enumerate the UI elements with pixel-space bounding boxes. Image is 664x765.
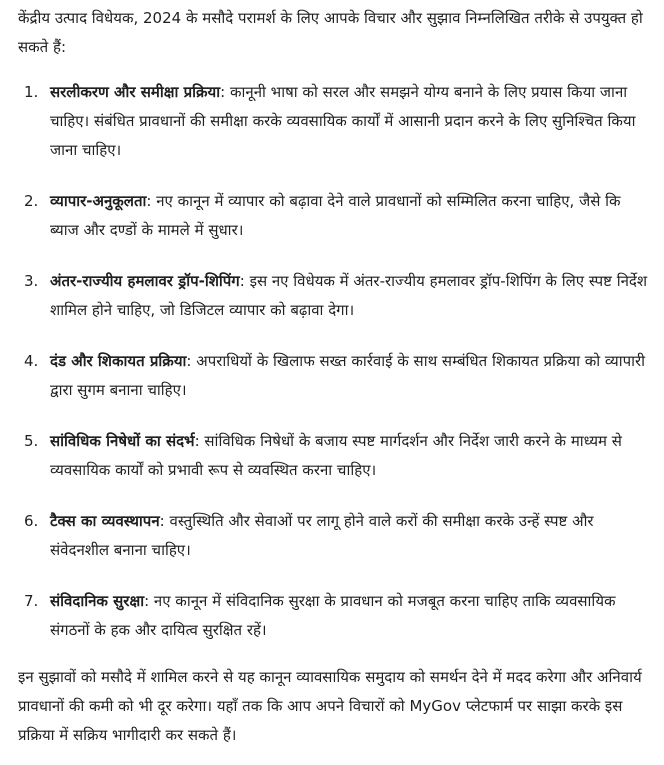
list-item-text: : सांविधिक निषेधों के बजाय स्पष्ट मार्गदर्शन और निर्देश जारी करने के माध्यम से व्यवसायिक कार्यों को प्रभावी रूप से व्यवस्थित करना चाहिए। xyxy=(50,432,622,479)
list-item xyxy=(18,427,654,485)
list-item-term: अंतर-राज्यीय हमलावर ड्रॉप-शिपिंग xyxy=(50,272,240,290)
list-item-term: सरलीकरण और समीक्षा प्रक्रिया xyxy=(50,83,221,101)
intro-paragraph: केंद्रीय उत्पाद विधेयक, 2024 के मसौदे परामर्श के लिए आपके विचार और सुझाव निम्नलिखित तरीके से उपयुक्त हो सकते हैं: xyxy=(18,9,643,56)
list-item xyxy=(18,507,654,565)
conclusion-paragraph: इन सुझावों को मसौदे में शामिल करने से यह कानून व्यावसायिक समुदाय को समर्थन देने में मदद करेगा और अनिवार्य प्रावधानों की कमी को भी दूर करेगा। यहाँ तक कि आप अपने विचारों को MyGov प्लेटफार्म पर साझा करके इस प्रक्रिया में सक्रिय भागीदारी कर सकते हैं। xyxy=(18,668,642,744)
list-item-text: : कानूनी भाषा को सरल और समझने योग्य बनाने के लिए प्रयास किया जाना चाहिए। संबंधित प्रावधानों की समीक्षा करके व्यवसायिक कार्यों में आसानी प्रदान करने के लिए सुनिश्चित किया जाना चाहिए। xyxy=(50,83,636,159)
list-item-number: 4. xyxy=(24,352,39,370)
list-item xyxy=(18,347,654,405)
list-item xyxy=(18,187,654,245)
list-item-number: 6. xyxy=(24,512,39,530)
list-item-term: संविदानिक सुरक्षा xyxy=(50,592,145,610)
list-item-number: 5. xyxy=(24,432,39,450)
list-item-number: 3. xyxy=(24,272,39,290)
list-item-number: 1. xyxy=(24,83,39,101)
suggestion-list xyxy=(18,78,654,645)
list-item-text: : अपराधियों के खिलाफ सख्त कार्रवाई के साथ सम्बंधित शिकायत प्रक्रिया को व्यापारी द्वारा सुगम बनाना चाहिए। xyxy=(50,352,646,399)
list-item-term: दंड और शिकायत प्रक्रिया xyxy=(50,352,187,370)
list-item-term: व्यापार-अनुकूलता xyxy=(50,192,147,210)
list-item-text: : नए कानून में व्यापार को बढ़ावा देने वाले प्रावधानों को सम्मिलित करना चाहिए, जैसे कि ब्याज और दण्डों के मामले में सुधार। xyxy=(50,192,621,239)
list-item-number: 7. xyxy=(24,592,39,610)
list-item xyxy=(18,78,654,165)
list-item-text: : वस्तुस्थिति और सेवाओं पर लागू होने वाले करों की समीक्षा करके उन्हें स्पष्ट और संवेदनशील बनाना चाहिए। xyxy=(50,512,594,559)
list-item xyxy=(18,267,654,325)
list-item-term: सांविधिक निषेधों का संदर्भ xyxy=(50,432,195,450)
list-item-text: : इस नए विधेयक में अंतर-राज्यीय हमलावर ड्रॉप-शिपिंग के लिए स्पष्ट निर्देश शामिल होने चाहिए, जो डिजिटल व्यापार को बढ़ावा देगा। xyxy=(50,272,648,319)
list-item xyxy=(18,587,654,645)
list-item-number: 2. xyxy=(24,192,39,210)
list-item-text: : नए कानून में संविदानिक सुरक्षा के प्रावधान को मजबूत करना चाहिए ताकि व्यवसायिक संगठनों के हक और दायित्व सुरक्षित रहें। xyxy=(50,592,616,639)
list-item-term: टैक्स का व्यवस्थापन xyxy=(50,512,160,530)
